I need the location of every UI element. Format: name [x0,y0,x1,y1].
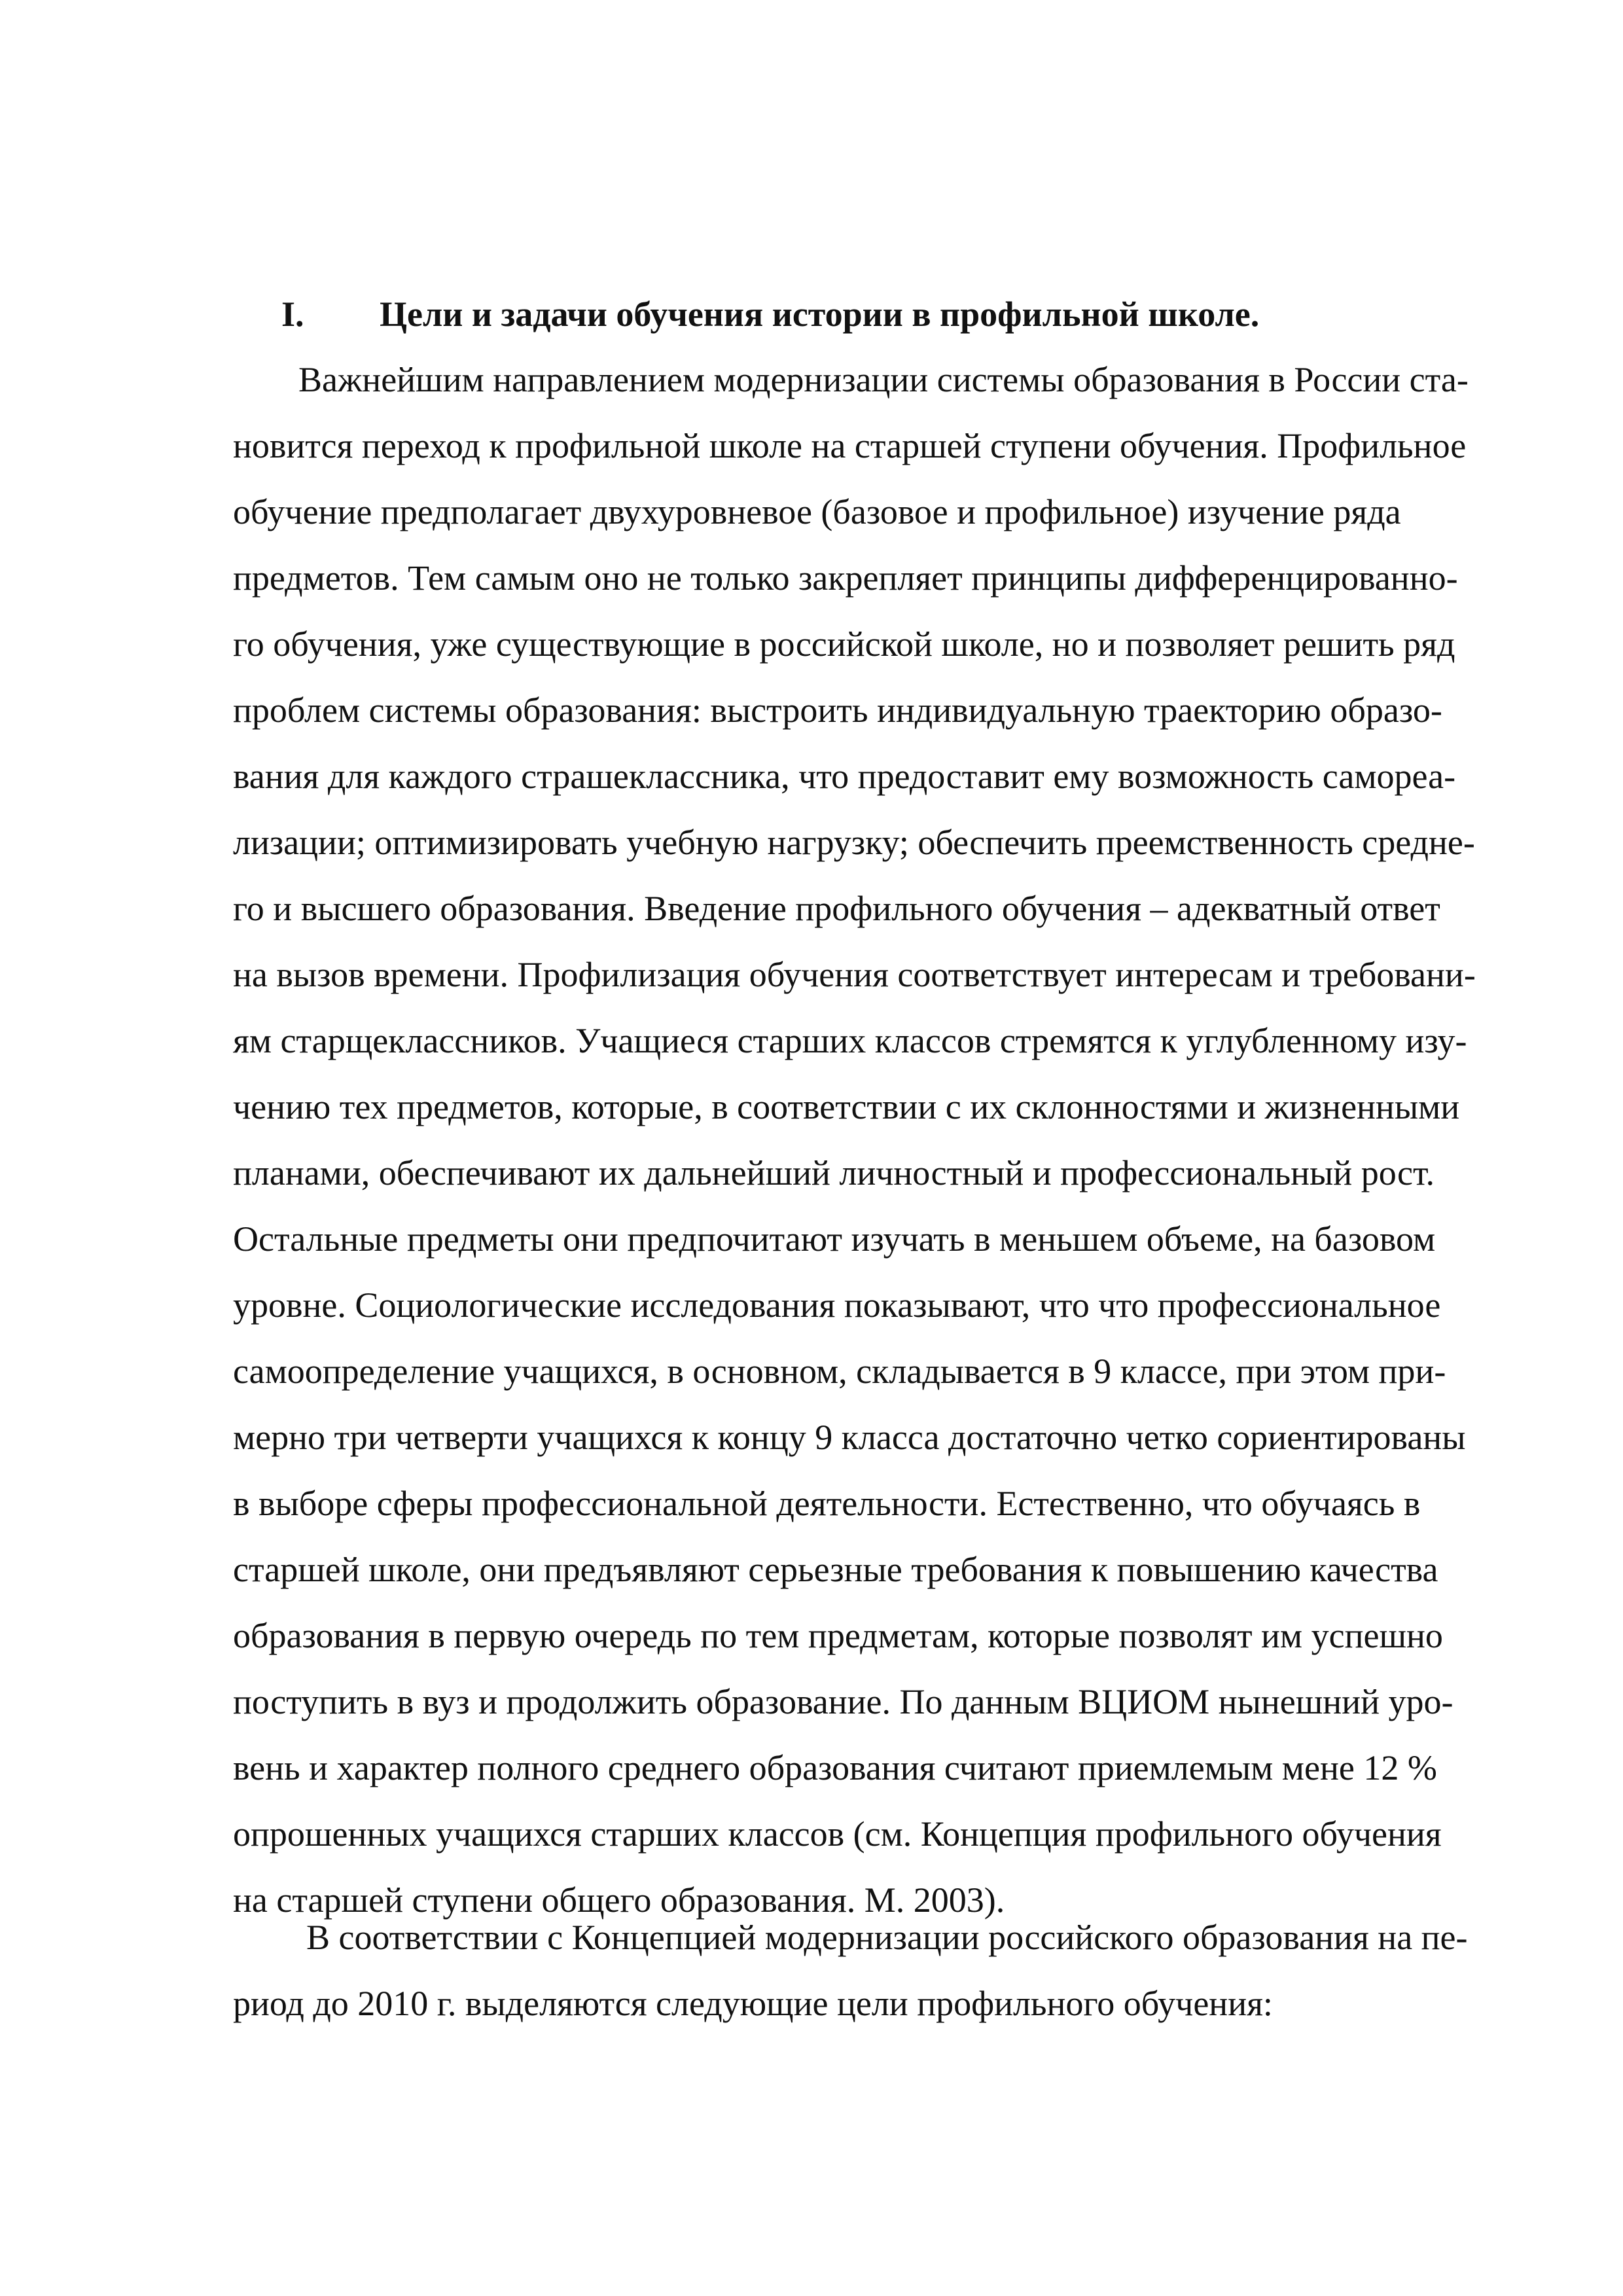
paragraph-1 [233,347,1581,1933]
text-line: в выборе сферы профессиональной деятельности. Естественно, что обучаясь в [233,1484,1421,1523]
text-line: го обучения, уже существующие в российской школе, но и позволяет решить ряд [233,624,1455,664]
text-line: на вызов времени. Профилизация обучения соответствует интересам и требовани- [233,955,1476,994]
text-line: проблем системы образования: выстроить индивидуальную траекторию образо- [233,691,1442,730]
text-line: опрошенных учащихся старших классов (см. Концепция профильного обучения [233,1814,1442,1854]
paragraph-2 [233,1905,1581,2037]
text-line: вень и характер полного среднего образования считают приемлемым мене 12 % [233,1748,1437,1787]
text-line: ям старщеклассников. Учащиеся старших классов стремятся к углубленному изу- [233,1021,1467,1060]
text-line: уровне. Социологические исследования показывают, что что профессиональное [233,1285,1441,1325]
text-line: старшей школе, они предъявляют серьезные требования к повышению качества [233,1550,1438,1589]
text-line: В соответствии с Концепцией модернизации российского образования на пе- [306,1918,1468,1957]
text-line: чению тех предметов, которые, в соответствии с их склонностями и жизненными [233,1087,1460,1126]
text-line: Остальные предметы они предпочитают изучать в меньшем объеме, на базовом [233,1219,1436,1259]
text-line: лизации; оптимизировать учебную нагрузку; обеспечить преемственность средне- [233,823,1475,862]
text-line: предметов. Тем самым оно не только закрепляет принципы дифференцированно- [233,558,1458,598]
text-line: Важнейшим направлением модернизации системы образования в России ста- [298,360,1469,399]
text-line: обучение предполагает двухуровневое (базовое и профильное) изучение ряда [233,492,1401,531]
text-line: риод до 2010 г. выделяются следующие цели профильного обучения: [233,1984,1273,2023]
text-line: новится переход к профильной школе на старшей ступени обучения. Профильное [233,426,1467,465]
text-line: го и высшего образования. Введение профильного обучения – адекватный ответ [233,889,1440,928]
text-line: на старшей ступени общего образования. М. 2003). [233,1880,1005,1920]
section-title: Цели и задачи обучения истории в профильной школе. [380,295,1260,334]
section-number: I. [281,295,304,334]
text-line: образования в первую очередь по тем предметам, которые позволят им успешно [233,1616,1443,1655]
text-line: вания для каждого страшеклассника, что предоставит ему возможность самореа- [233,757,1456,796]
text-line: планами, обеспечивают их дальнейший личностный и профессиональный рост. [233,1153,1435,1193]
section-heading [281,281,1259,347]
text-line: самоопределение учащихся, в основном, складывается в 9 классе, при этом при- [233,1352,1446,1391]
text-line: поступить в вуз и продолжить образование. По данным ВЦИОМ нынешний уро- [233,1682,1454,1721]
text-line: мерно три четверти учащихся к концу 9 класса достаточно четко сориентированы [233,1418,1466,1457]
